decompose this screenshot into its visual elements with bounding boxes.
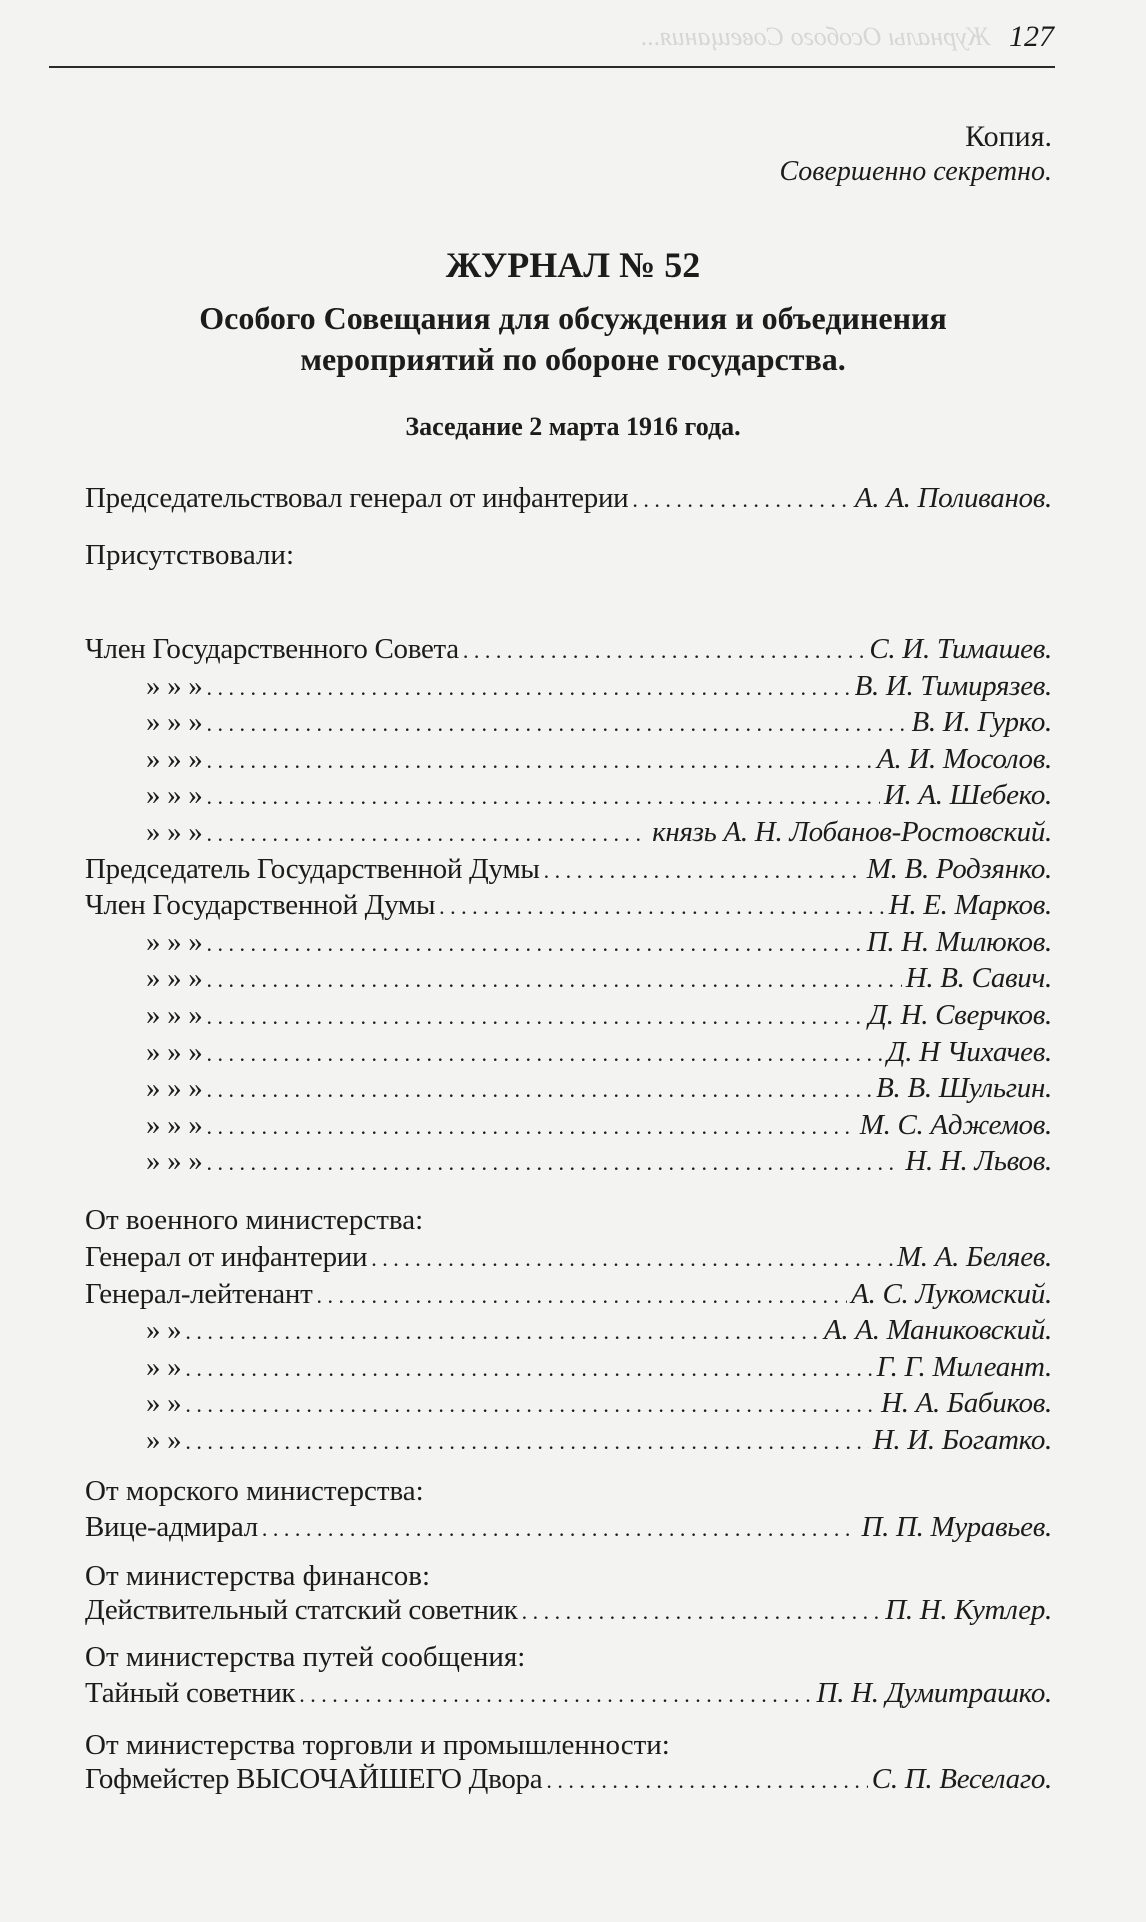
dot-leader — [207, 999, 865, 1035]
attendee-row — [85, 631, 1052, 667]
dot-leader — [316, 1278, 847, 1314]
attendee-name: Г. Г. Милеант. — [876, 1351, 1052, 1383]
attendee-row — [146, 814, 1052, 850]
attendee-title: » » » — [146, 1109, 203, 1141]
dot-leader — [207, 779, 880, 815]
attendee-title: » » — [146, 1387, 182, 1419]
subtitle-line-1: Особого Совещания для обсуждения и объединения — [199, 300, 947, 336]
presided-name: А. А. Поливанов. — [854, 482, 1052, 514]
attendee-row — [85, 1509, 1052, 1545]
attendee-title: Гофмейстер ВЫСОЧАЙШЕГО Двора — [85, 1763, 543, 1795]
section-heading: От министерства торговли и промышленности: — [85, 1729, 670, 1761]
dot-leader — [522, 1594, 882, 1630]
attendee-name: П. П. Муравьев. — [861, 1511, 1052, 1543]
attendee-name: С. И. Тимашев. — [869, 633, 1052, 665]
attendee-title: » » » — [146, 670, 203, 702]
attendee-title: Тайный советник — [85, 1677, 296, 1709]
attendee-title: Председатель Государственной Думы — [85, 853, 540, 885]
attendee-row — [85, 1592, 1052, 1628]
attendee-name: Н. Н. Львов. — [905, 1145, 1052, 1177]
attendee-name: В. И. Гурко. — [911, 706, 1052, 738]
dot-leader — [207, 1072, 873, 1108]
dot-leader — [185, 1424, 868, 1460]
attendee-title: » » » — [146, 1072, 203, 1104]
attendee-row — [146, 924, 1052, 960]
attendee-title: » » » — [146, 1145, 203, 1177]
dot-leader — [299, 1677, 812, 1713]
attendee-name: М. С. Аджемов. — [859, 1109, 1052, 1141]
dot-leader — [185, 1387, 877, 1423]
attendee-name: Н. В. Савич. — [905, 962, 1052, 994]
attendee-row — [85, 887, 1052, 923]
attendee-row — [146, 741, 1052, 777]
dot-leader — [207, 1036, 884, 1072]
attendee-title: » » » — [146, 962, 203, 994]
attendee-title: » » » — [146, 706, 203, 738]
attendee-title: Член Государственного Совета — [85, 633, 459, 665]
dot-leader — [207, 816, 649, 852]
attendee-name: П. Н. Кутлер. — [885, 1594, 1052, 1626]
attendee-row — [146, 1385, 1052, 1421]
attendee-title: Генерал-лейтенант — [85, 1278, 313, 1310]
dot-leader — [632, 482, 850, 518]
dot-leader — [207, 962, 902, 998]
section-heading: От министерства финансов: — [85, 1560, 431, 1592]
attendee-title: Действительный статский советник — [85, 1594, 518, 1626]
section-heading: От военного министерства: — [85, 1204, 424, 1236]
attendee-row — [85, 1761, 1052, 1797]
attendee-name: П. Н. Думитрашко. — [816, 1677, 1052, 1709]
attendee-row — [85, 1239, 1052, 1275]
dot-leader — [544, 853, 863, 889]
attendee-name: Н. И. Богатко. — [872, 1424, 1052, 1456]
present-heading: Присутствовали: — [85, 539, 295, 571]
attendee-name: М. В. Родзянко. — [866, 853, 1052, 885]
attendee-row — [85, 851, 1052, 887]
dot-leader — [185, 1351, 872, 1387]
attendee-title: Член Государственной Думы — [85, 889, 436, 921]
attendee-name: А. А. Маниковский. — [823, 1314, 1052, 1346]
attendee-title: » » » — [146, 999, 203, 1031]
dot-leader — [207, 706, 908, 742]
attendee-name: Н. А. Бабиков. — [881, 1387, 1052, 1419]
attendee-name: Н. Е. Марков. — [888, 889, 1052, 921]
attendee-title: » » » — [146, 1036, 203, 1068]
attendee-name: Д. Н. Сверчков. — [868, 999, 1052, 1031]
attendee-name: В. В. Шульгин. — [876, 1072, 1052, 1104]
journal-title: ЖУРНАЛ № 52 — [445, 245, 701, 285]
attendee-name: В. И. Тимирязев. — [854, 670, 1052, 702]
dot-leader — [439, 889, 885, 925]
attendee-row — [146, 1312, 1052, 1348]
attendee-name: А. С. Лукомский. — [851, 1278, 1052, 1310]
attendee-name: Д. Н Чихачев. — [887, 1036, 1052, 1068]
attendee-name: С. П. Веселаго. — [871, 1763, 1052, 1795]
dot-leader — [262, 1511, 858, 1547]
attendee-row — [146, 1143, 1052, 1179]
attendee-row — [146, 704, 1052, 740]
subtitle-line-2: мероприятий по обороне государства. — [300, 341, 846, 377]
attendee-row — [146, 960, 1052, 996]
attendee-name: И. А. Шебеко. — [883, 779, 1052, 811]
attendee-name: князь А. Н. Лобанов-Ростовский. — [652, 816, 1052, 848]
dot-leader — [207, 670, 851, 706]
attendee-title: » » » — [146, 743, 203, 775]
dot-leader — [207, 1145, 902, 1181]
copy-label: Копия. — [965, 120, 1052, 153]
attendee-row — [146, 777, 1052, 813]
attendee-row — [85, 1675, 1052, 1711]
attendee-title: » » » — [146, 816, 203, 848]
page-number: 127 — [1009, 20, 1054, 53]
presided-row — [85, 480, 1052, 516]
dot-leader — [185, 1314, 820, 1350]
header-rule — [49, 66, 1055, 68]
dot-leader — [207, 926, 863, 962]
attendee-row — [146, 668, 1052, 704]
section-heading: От морского министерства: — [85, 1475, 424, 1507]
dot-leader — [546, 1763, 867, 1799]
attendee-row — [146, 1070, 1052, 1106]
dot-leader — [207, 743, 874, 779]
dot-leader — [371, 1241, 893, 1277]
session-date: Заседание 2 марта 1916 года. — [405, 412, 741, 441]
attendee-name: А. И. Мосолов. — [877, 743, 1052, 775]
attendee-name: П. Н. Милюков. — [866, 926, 1052, 958]
attendee-title: » » » — [146, 926, 203, 958]
attendee-row — [146, 1349, 1052, 1385]
section-heading: От министерства путей сообщения: — [85, 1641, 526, 1673]
dot-leader — [463, 633, 866, 669]
attendee-row — [85, 1276, 1052, 1312]
attendee-row — [146, 997, 1052, 1033]
attendee-name: М. А. Беляев. — [896, 1241, 1052, 1273]
attendee-row — [146, 1107, 1052, 1143]
attendee-row — [146, 1034, 1052, 1070]
running-head-bleedthrough: Журналы Особого Совещания... — [640, 22, 991, 51]
attendee-title: » » » — [146, 779, 203, 811]
attendee-title: » » — [146, 1351, 182, 1383]
attendee-title: Вице-адмирал — [85, 1511, 258, 1543]
attendee-row — [146, 1422, 1052, 1458]
dot-leader — [207, 1109, 856, 1145]
presided-label: Председательствовал генерал от инфантерии — [85, 482, 629, 514]
attendee-title: Генерал от инфантерии — [85, 1241, 368, 1273]
attendee-title: » » — [146, 1314, 182, 1346]
secret-label: Совершенно секретно. — [779, 156, 1052, 187]
attendee-title: » » — [146, 1424, 182, 1456]
